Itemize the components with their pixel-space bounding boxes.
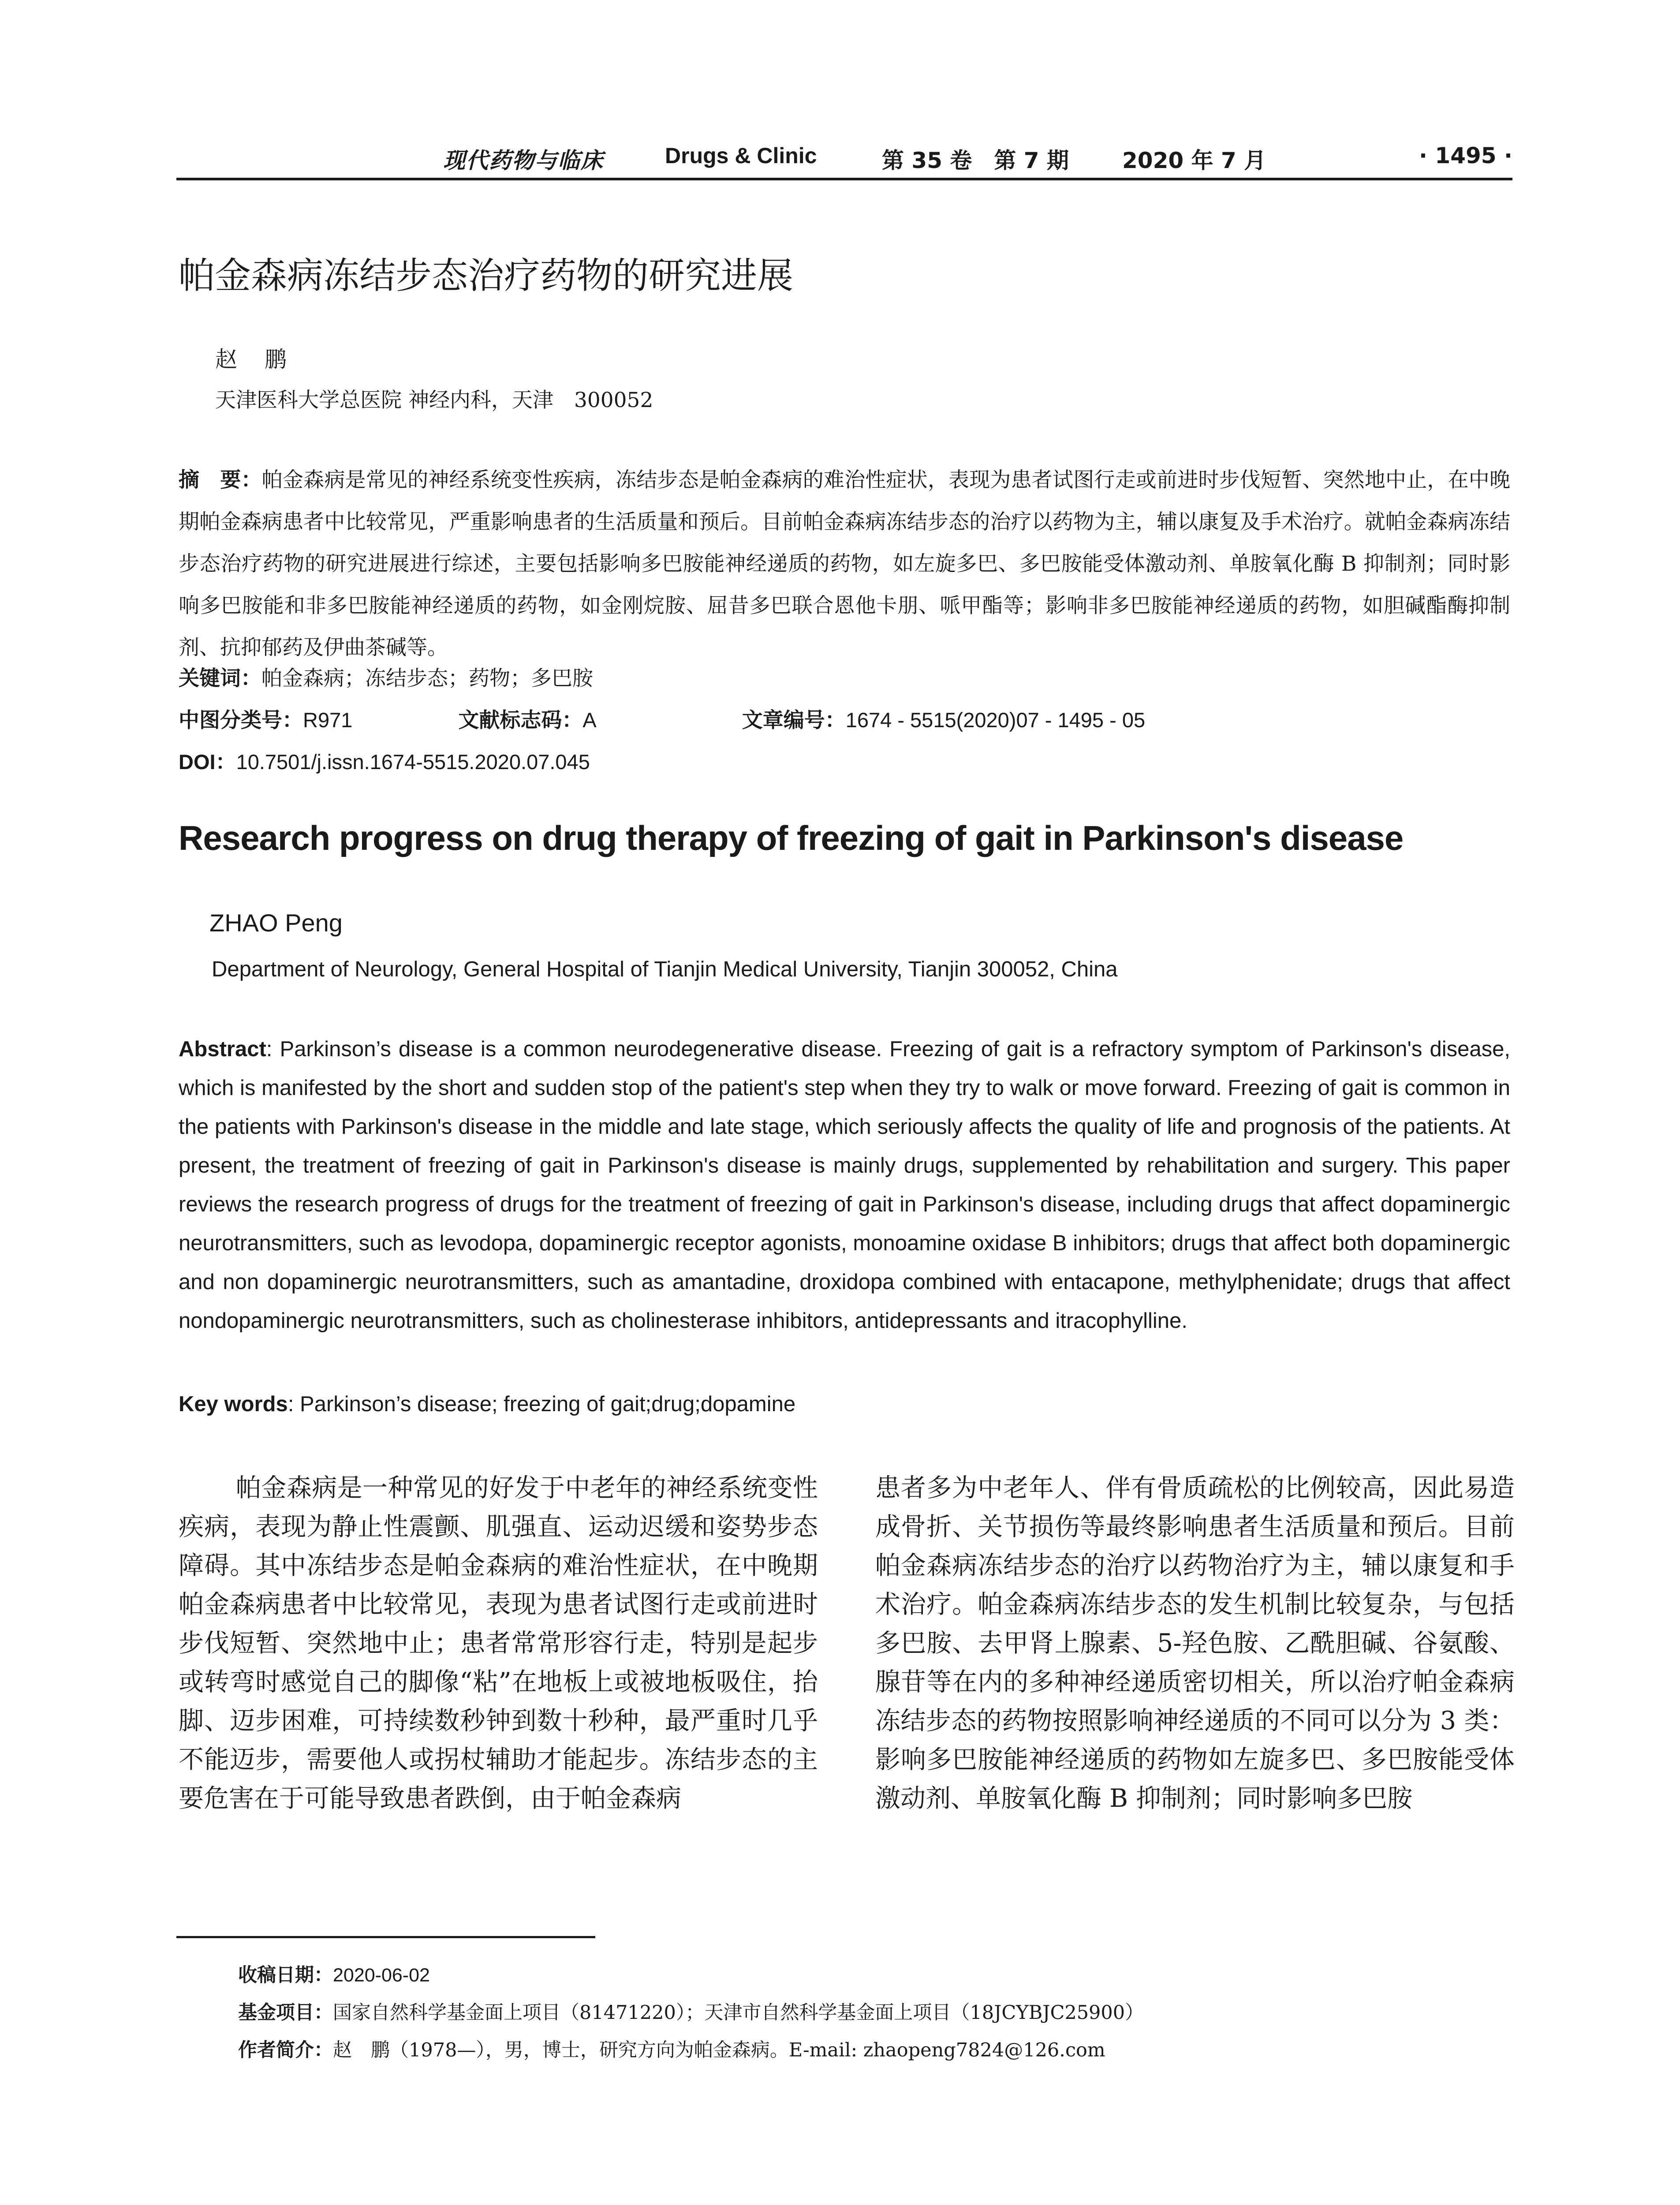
classification-line — [179, 699, 1510, 741]
doi-value[interactable]: 10.7501/j.issn.1674-5515.2020.07.045 — [236, 750, 590, 774]
body-column-right: 患者多为中老年人、伴有骨质疏松的比例较高，因此易造成骨折、关节损伤等最终影响患者生活质量和预后。目前帕金森病冻结步态的治疗以药物治疗为主，辅以康复和手术治疗。帕金森病冻结步态的发生机制比较复杂，与包括多巴胺、去甲肾上腺素、5-羟色胺、乙酰胆碱、谷氨酸、腺苷等在内的多种神经递质密切相关，所以治疗帕金森病冻结步态的药物按照影响神经递质的不同可以分为 3 类：影响多巴胺能神经递质的药物如左旋多巴、多巴胺能受体激动剂、单胺氧化酶 B 抑制剂；同时影响多巴胺 — [875, 1473, 1515, 1813]
author-bio-label: 作者简介： — [238, 2040, 333, 2061]
doc-code-label: 文献标志码： — [458, 708, 583, 732]
abstract-en-text: : Parkinson’s disease is a common neurodegenerative disease. Freezing of gait is a refractory symptom of Parkinson's disease, which is manifested by the short and sudden stop of the patient's step when they try to walk or move forward. Freezing of gait is common in the patients with Parkinson's disease in the middle and late stage, which seriously affects the quality of life and prognosis of the patients. At present, the treatment of freezing of gait in Parkinson's disease is mainly drugs, supplemented by rehabilitation and surgery. This paper reviews the research progress of drugs for the treatment of freezing of gait in Parkinson's disease, including drugs that affect dopaminergic neurotransmitters, such as levodopa, dopaminergic receptor agonists, monoamine oxidase B inhibitors; drugs that affect both dopaminergic and non dopaminergic neurotransmitters, such as amantadine, droxidopa combined with entacapone, methylphenidate; drugs that affect nondopaminergic neurotransmitters, such as cholinesterase inhibitors, antidepressants and itracophylline. — [179, 1037, 1510, 1333]
author-cn: 赵 鹏 — [215, 347, 289, 372]
abstract-en-label: Abstract — [179, 1037, 266, 1061]
article-number-label: 文章编号： — [742, 708, 846, 732]
doi-line — [179, 741, 1510, 783]
received-label: 收稿日期： — [238, 1965, 333, 1986]
doi-label: DOI： — [179, 750, 236, 774]
affiliation-cn: 天津医科大学总医院 神经内科，天津 300052 — [215, 388, 653, 412]
footnote-rule — [176, 1936, 595, 1938]
body-column-left: 帕金森病是一种常见的好发于中老年的神经系统变性疾病，表现为静止性震颤、肌强直、运动迟缓和姿势步态障碍。其中冻结步态是帕金森病的难治性症状，在中晚期帕金森病患者中比较常见，表现为患者试图行走或前进时步伐短暂、突然地中止；患者常常形容行走，特别是起步或转弯时感觉自己的脚像“粘”在地板上或被地板吸住，抬脚、迈步困难，可持续数秒钟到数十秒种，最严重时几乎不能迈步，需要他人或拐杖辅助才能起步。冻结步态的主要危害在于可能导致患者跌倒，由于帕金森病 — [179, 1473, 818, 1813]
footnote-received — [238, 1960, 430, 1987]
issue-date: 2020 年 7 月 — [1122, 148, 1266, 173]
journal-name-en: Drugs & Clinic — [665, 143, 817, 168]
abstract-cn-label: 摘 要： — [179, 468, 262, 491]
keywords-en-label: Key words — [179, 1392, 288, 1416]
abstract-en — [179, 1030, 1510, 1340]
doc-code-value: A — [582, 708, 597, 732]
clc-value: R971 — [303, 708, 353, 732]
article-title-en: Research progress on drug therapy of freezing of gait in Parkinson's disease — [179, 818, 1404, 857]
keywords-en-text: : Parkinson’s disease; freezing of gait;drug;dopamine — [287, 1392, 796, 1416]
clc-label: 中图分类号： — [179, 708, 303, 732]
journal-name-cn: 现代药物与临床 — [443, 147, 604, 173]
abstract-cn-text: 帕金森病是常见的神经系统变性疾病，冻结步态是帕金森病的难治性症状，表现为患者试图行走或前进时步伐短暂、突然地中止，在中晚期帕金森病患者中比较常见，严重影响患者的生活质量和预后。目前帕金森病冻结步态的治疗以药物为主，辅以康复及手术治疗。就帕金森病冻结步态治疗药物的研究进展进行综述，主要包括影响多巴胺能神经递质的药物，如左旋多巴、多巴胺能受体激动剂、单胺氧化酶 B 抑制剂；同时影响多巴胺能和非多巴胺能神经递质的药物，如金刚烷胺、屈昔多巴联合恩他卡朋、哌甲酯等；影响非多巴胺能神经递质的药物，如胆碱酯酶抑制剂、抗抑郁药及伊曲茶碱等。 — [179, 468, 1510, 660]
funding-label: 基金项目： — [238, 2002, 333, 2023]
received-date: 2020-06-02 — [333, 1965, 430, 1986]
footnote-author-bio — [238, 2035, 1105, 2062]
running-header — [176, 140, 1512, 171]
footnote-funding — [238, 1998, 1144, 2025]
article-title-cn: 帕金森病冻结步态治疗药物的研究进展 — [179, 255, 794, 297]
keywords-cn — [179, 657, 1510, 699]
funding-value: 国家自然科学基金面上项目（81471220）；天津市自然科学基金面上项目（18JCYBJC25900） — [333, 2002, 1144, 2024]
abstract-cn — [179, 459, 1510, 669]
keywords-en — [179, 1385, 1510, 1424]
keywords-cn-text: 帕金森病；冻结步态；药物；多巴胺 — [261, 666, 593, 691]
article-number-value: 1674 - 5515(2020)07 - 1495 - 05 — [845, 708, 1146, 732]
page-number: · 1495 · — [1419, 143, 1512, 168]
author-bio-value: 赵 鹏（1978—），男，博士，研究方向为帕金森病。E-mail: zhaopeng7824@126.com — [333, 2039, 1105, 2061]
header-rule — [176, 178, 1512, 180]
affiliation-en: Department of Neurology, General Hospital of Tianjin Medical University, Tianjin 300052, China — [212, 957, 1118, 981]
volume-issue: 第 35 卷 第 7 期 — [882, 148, 1069, 173]
author-en: ZHAO Peng — [209, 909, 343, 937]
keywords-cn-label: 关键词： — [179, 666, 261, 690]
